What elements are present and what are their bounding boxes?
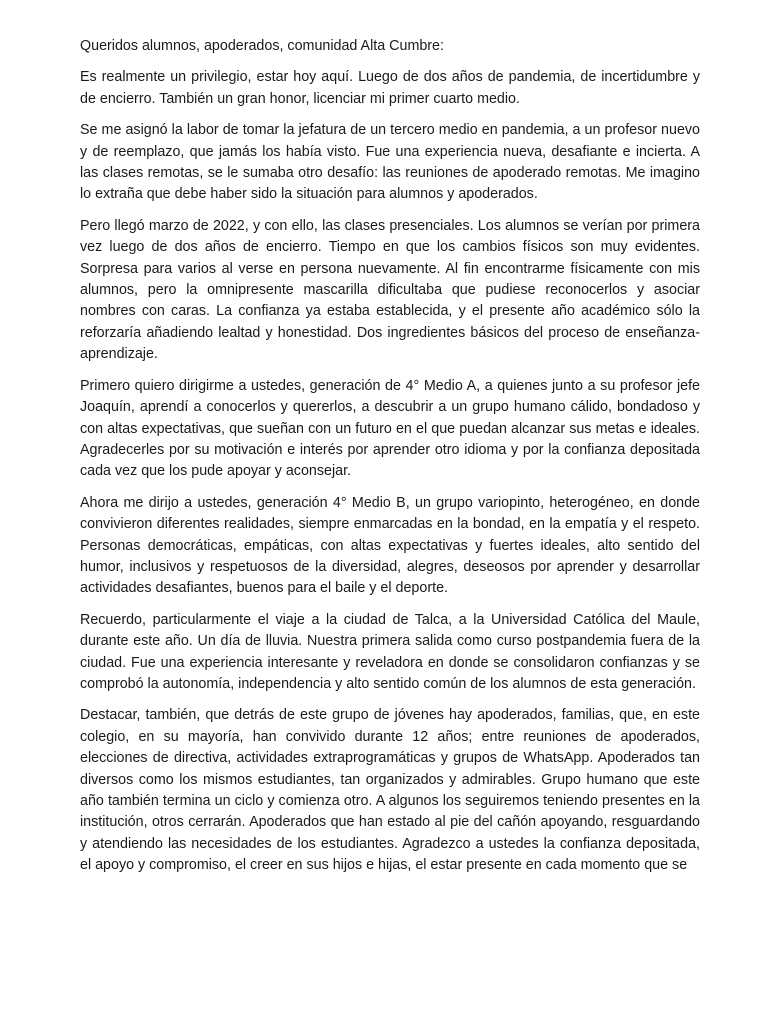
letter-paragraph: Pero llegó marzo de 2022, y con ello, las clases presenciales. Los alumnos se verían por primera vez luego de dos años de encierro. Tiempo en que los cambios físicos son muy evidentes. Sorpresa para varios al verse en persona nuevamente. Al fin encontrarme físicamente con mis alumnos, pero la omnipresente mascarilla dificultaba que pudiese reconocerlos y asociar nombres con caras. La confianza ya estaba establecida, y el presente año académico sólo la reforzaría añadiendo lealtad y honestidad. Dos ingredientes básicos del proceso de enseñanza-aprendizaje.	[80, 217, 700, 363]
letter-paragraph: Se me asignó la labor de tomar la jefatura de un tercero medio en pandemia, a un profesor nuevo y de reemplazo, que jamás los había visto. Fue una experiencia nueva, desafiante e incierta. A las clases remotas, se le sumaba otro desafío: las reuniones de apoderado remotas. Me imagino lo extraña que debe haber sido la situación para alumnos y apoderados.	[80, 122, 700, 203]
letter-paragraph: Recuerdo, particularmente el viaje a la ciudad de Talca, a la Universidad Católica del Maule, durante este año. Un día de lluvia. Nuestra primera salida como curso postpandemia fuera de la ciudad. Fue una experiencia interesante y reveladora en donde se consolidaron confianzas y se comprobó la autonomía, independencia y alto sentido común de los alumnos de esta generación.	[80, 611, 700, 692]
letter-paragraph: Destacar, también, que detrás de este grupo de jóvenes hay apoderados, familias, que, en este colegio, en su mayoría, han convivido durante 12 años; entre reuniones de apoderados, elecciones de directiva, actividades extraprogramáticas y grupos de WhatsApp. Apoderados tan diversos como los mismos estudiantes, tan organizados y admirables. Grupo humano que este año también termina un ciclo y comienza otro. A algunos los seguiremos teniendo presentes en la institución, otros cerrarán. Apoderados que han estado al pie del cañón apoyando, resguardando y atendiendo las necesidades de los estudiantes. Agradezco a ustedes la confianza depositada, el apoyo y compromiso, el creer en sus hijos e hijas, el estar presente en cada momento que se	[80, 707, 700, 874]
letter-page	[80, 36, 700, 887]
letter-paragraph: Es realmente un privilegio, estar hoy aquí. Luego de dos años de pandemia, de incertidumbre y de encierro. También un gran honor, licenciar mi primer cuarto medio.	[80, 69, 700, 107]
letter-salutation: Queridos alumnos, apoderados, comunidad Alta Cumbre:	[80, 38, 444, 54]
letter-paragraph: Primero quiero dirigirme a ustedes, generación de 4° Medio A, a quienes junto a su profesor jefe Joaquín, aprendí a conocerlos y quererlos, a descubrir a un grupo humano cálido, bondadoso y con altas expectativas, que sueñan con un futuro en el que puedan alcanzar sus metas e ideales. Agradecerles por su motivación e interés por aprender otro idioma y por la confianza depositada cada vez que los pude apoyar y aconsejar.	[80, 377, 700, 480]
letter-paragraph: Ahora me dirijo a ustedes, generación 4° Medio B, un grupo variopinto, heterogéneo, en donde convivieron diferentes realidades, siempre enmarcadas en la bondad, en la empatía y el respeto. Personas democráticas, empáticas, con altas expectativas y fuertes ideales, alto sentido del humor, inclusivos y respetuosos de la diversidad, alegres, deseosos por aprender y desarrollar actividades desafiantes, buenos para el baile y el deporte.	[80, 494, 700, 597]
